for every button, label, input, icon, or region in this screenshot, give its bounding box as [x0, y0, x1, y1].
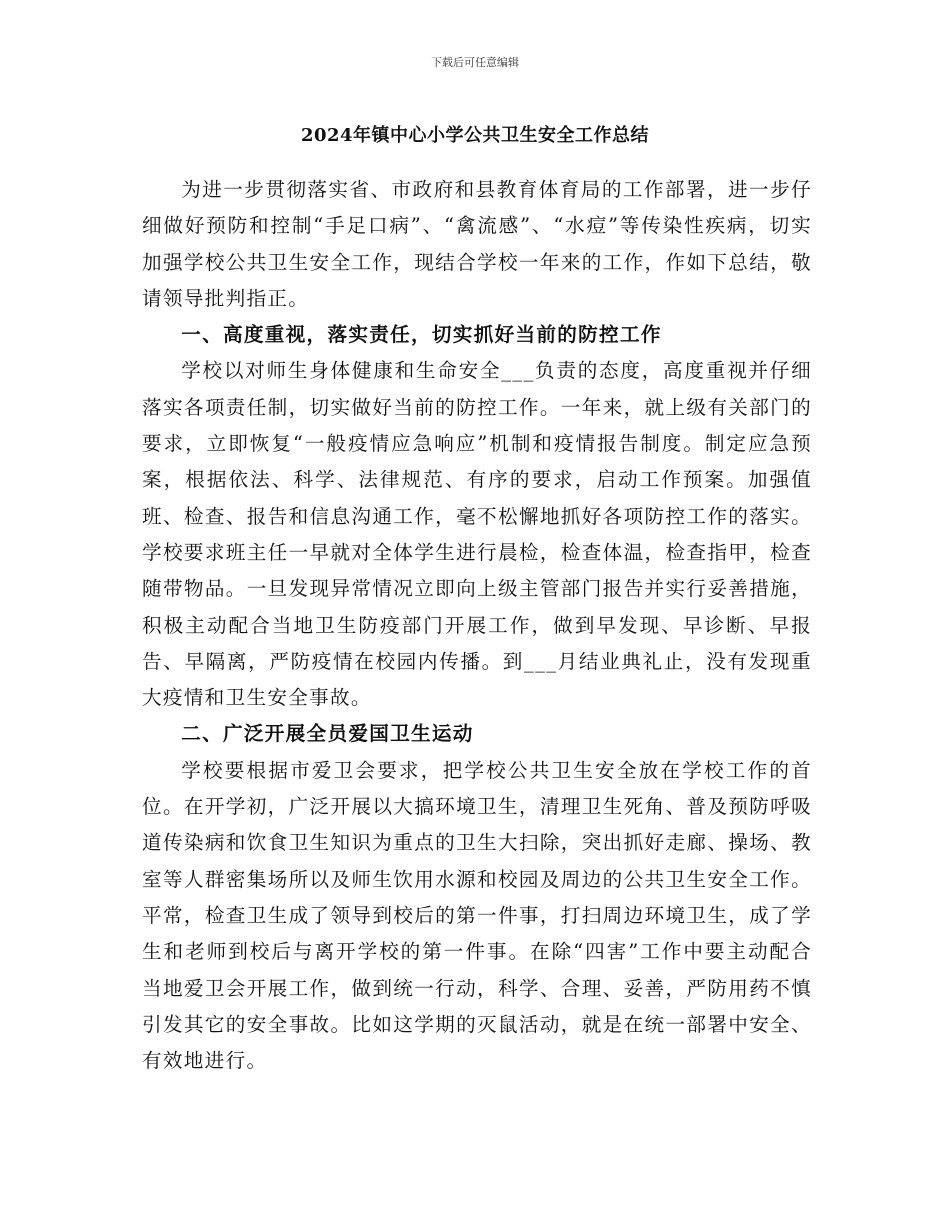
- section-2-paragraph: 学校要根据市爱卫会要求，把学校公共卫生安全放在学校工作的首位。在开学初，广泛开展以大搞环境卫生，清理卫生死角、普及预防呼吸道传染病和饮食卫生知识为重点的卫生大扫除，突出抓好走廊、操场、教室等人群密集场所以及师生饮用水源和校园及周边的公共卫生安全工作。平常，检查卫生成了领导到校后的第一件事，打扫周边环境卫生，成了学生和老师到校后与离开学校的第一件事。在除“四害”工作中要主动配合当地爱卫会开展工作，做到统一行动，科学、合理、妥善，严防用药不慎引发其它的安全事故。比如这学期的灭鼠活动，就是在统一部署中安全、有效地进行。: [142, 758, 812, 1073]
- document-title: 2024年镇中心小学公共卫生安全工作总结: [300, 125, 650, 146]
- section-1-heading: 一、高度重视，落实责任，切实抓好当前的防控工作: [181, 323, 662, 347]
- intro-paragraph: 为进一步贯彻落实省、市政府和县教育体育局的工作部署，进一步仔细做好预防和控制“手足口病”、“禽流感”、“水痘”等传染性疾病，切实加强学校公共卫生安全工作，现结合学校一年来的工作，作如下总结，敬请领导批判指正。: [142, 178, 812, 310]
- header-note: 下载后可任意编辑: [431, 56, 519, 69]
- section-2-heading: 二、广泛开展全员爱国卫生运动: [181, 722, 474, 746]
- section-1-paragraph: 学校以对师生身体健康和生命安全___负责的态度，高度重视并仔细落实各项责任制，切实做好当前的防控工作。一年来，就上级有关部门的要求，立即恢复“一般疫情应急响应”机制和疫情报告制度。制定应急预案，根据依法、科学、法律规范、有序的要求，启动工作预案。加强值班、检查、报告和信息沟通工作，毫不松懈地抓好各项防控工作的落实。学校要求班主任一早就对全体学生进行晨检，检查体温，检查指甲，检查随带物品。一旦发现异常情况立即向上级主管部门报告并实行妥善措施，积极主动配合当地卫生防疫部门开展工作，做到早发现、早诊断、早报告、早隔离，严防疫情在校园内传播。到___月结业典礼止，没有发现重大疫情和卫生安全事故。: [142, 359, 812, 710]
- document-body: [142, 172, 812, 1079]
